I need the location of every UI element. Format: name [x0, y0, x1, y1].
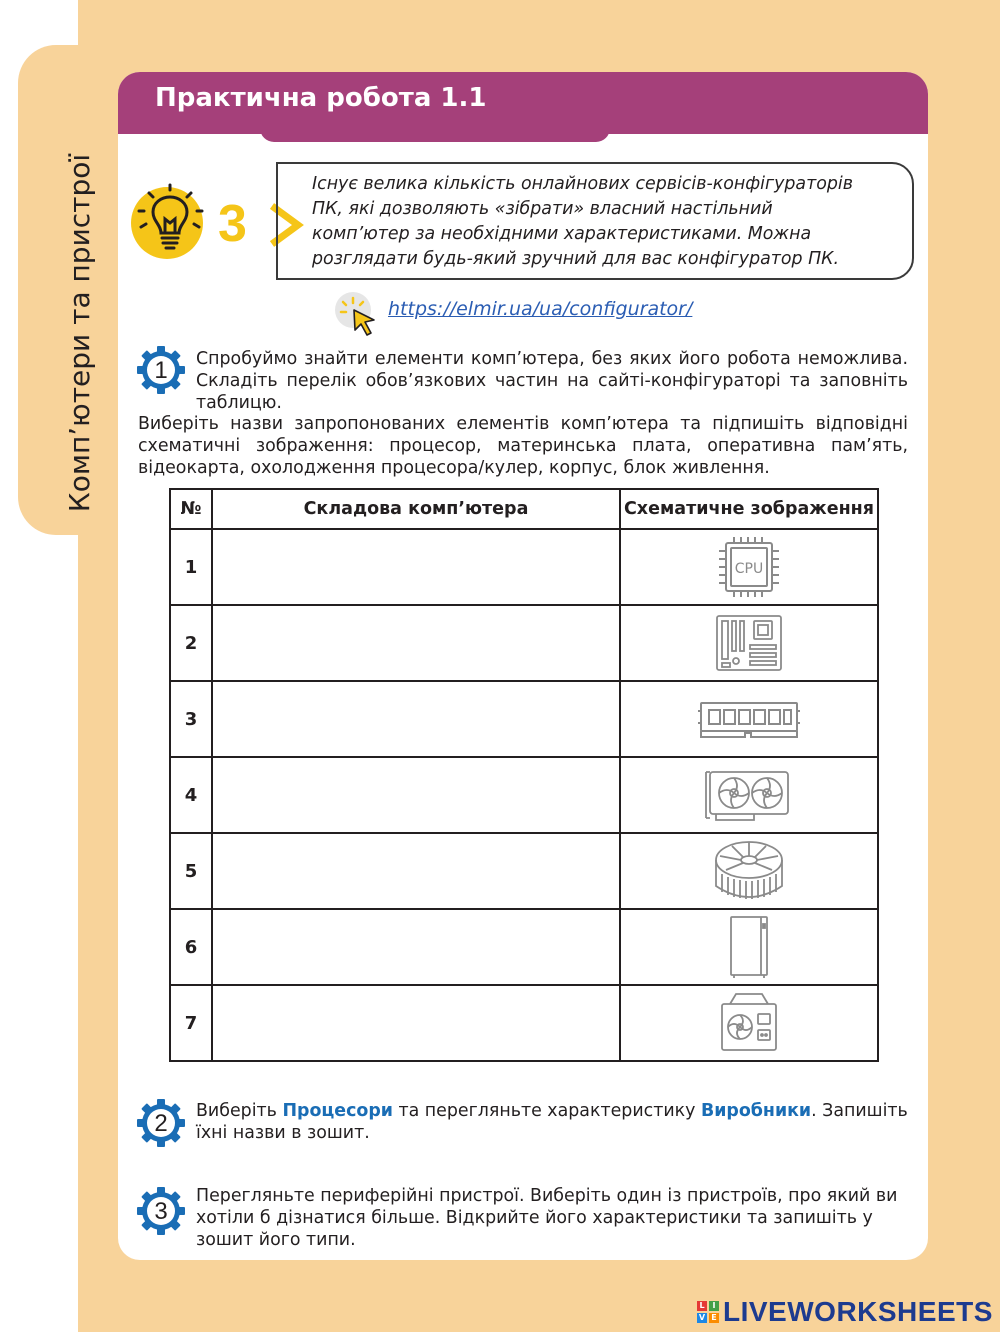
- page-title: Практична робота 1.1: [155, 83, 487, 113]
- table-row: [170, 757, 878, 833]
- component-image-cell: [620, 833, 878, 909]
- chapter-label: Комп’ютери та пристрої: [63, 153, 96, 513]
- component-answer-field[interactable]: [212, 529, 620, 605]
- components-table: [169, 488, 879, 1062]
- cooler-icon: [712, 838, 786, 904]
- header-number: №: [170, 489, 212, 529]
- row-number: 5: [170, 833, 212, 909]
- component-answer-field[interactable]: [212, 985, 620, 1061]
- task-2-part: та перегляньте характеристику: [392, 1101, 701, 1121]
- component-answer-field[interactable]: [212, 605, 620, 681]
- brand-name: LIVEWORKSHEETS: [723, 1296, 993, 1327]
- table-row: [170, 985, 878, 1061]
- table-row: [170, 529, 878, 605]
- component-answer-field[interactable]: [212, 757, 620, 833]
- info-line: ПК, які дозволяють «зібрати» власний настільний: [312, 199, 773, 219]
- processors-link[interactable]: Процесори: [282, 1101, 393, 1121]
- component-image-cell: [620, 681, 878, 757]
- case-icon: [721, 914, 777, 980]
- component-answer-field[interactable]: [212, 681, 620, 757]
- info-line: Існує велика кількість онлайнових сервісів-конфігураторів: [312, 174, 853, 194]
- info-number: 3: [218, 195, 247, 253]
- liveworksheets-logo[interactable]: [697, 1296, 993, 1328]
- header-image: Схематичне зображення: [620, 489, 878, 529]
- info-note: [276, 162, 914, 280]
- lightbulb-icon: [131, 181, 211, 261]
- task-1-instructions: Виберіть назви запропонованих елементів комп’ютера та підпишіть відповідні схематичні зображення: процесор, материнська плата, оперативна пам’ять, відеокарта, охолодження процесора/кулер, корпус, блок живлення.: [138, 414, 908, 478]
- task-3-text: Перегляньте периферійні пристрої. Виберіть один із пристроїв, про який ви хотіли б дізнатися більше. Відкрийте його характеристики та запишіть у зошит його типи.: [196, 1186, 898, 1250]
- header-component: Складова комп’ютера: [212, 489, 620, 529]
- side-chapter-tab: [18, 45, 108, 535]
- row-number: 3: [170, 681, 212, 757]
- title-banner-tab: [260, 120, 610, 142]
- gear-number-3-icon: [136, 1186, 186, 1236]
- table-row: [170, 909, 878, 985]
- logo-badge-icon: L I V E: [697, 1301, 719, 1323]
- table-row: [170, 605, 878, 681]
- task-number: 3: [154, 1198, 168, 1225]
- component-answer-field[interactable]: [212, 833, 620, 909]
- task-2-part: . Запишіть їхні назви в зошит.: [196, 1101, 908, 1143]
- row-number: 4: [170, 757, 212, 833]
- task-1-text: Спробуймо знайти елементи комп’ютера, без яких його робота неможлива. Складіть перелік обов’язкових частин на сайті-конфігураторі та заповніть таблицю.: [196, 349, 908, 413]
- gear-number-2-icon: [136, 1098, 186, 1148]
- component-image-cell: [620, 985, 878, 1061]
- row-number: 2: [170, 605, 212, 681]
- row-number: 1: [170, 529, 212, 605]
- motherboard-icon: [714, 613, 784, 673]
- component-image-cell: [620, 757, 878, 833]
- task-number: 2: [154, 1110, 168, 1137]
- cpu-icon: [714, 534, 784, 600]
- component-answer-field[interactable]: [212, 909, 620, 985]
- info-line: розглядати будь-який зручний для вас конфігуратор ПК.: [312, 249, 840, 269]
- manufacturers-link[interactable]: Виробники: [700, 1101, 812, 1121]
- info-line: комп’ютер за необхідними характеристиками. Можна: [312, 224, 812, 244]
- task-2-text: [196, 1100, 908, 1144]
- table-row: [170, 833, 878, 909]
- component-image-cell: [620, 909, 878, 985]
- row-number: 6: [170, 909, 212, 985]
- task-2-part: Виберіть: [196, 1101, 283, 1121]
- row-number: 7: [170, 985, 212, 1061]
- configurator-link[interactable]: https://elmir.ua/ua/configurator/: [388, 298, 693, 320]
- table-header-row: [170, 489, 878, 529]
- cpu-label: CPU: [734, 561, 764, 577]
- task-number: 1: [154, 357, 168, 384]
- gear-number-1-icon: [136, 345, 186, 395]
- psu-icon: [716, 990, 782, 1056]
- component-image-cell: [620, 605, 878, 681]
- gpu-icon: [704, 766, 794, 824]
- ram-icon: [697, 697, 801, 741]
- component-image-cell: [620, 529, 878, 605]
- click-cursor-icon: [334, 290, 380, 338]
- table-row: [170, 681, 878, 757]
